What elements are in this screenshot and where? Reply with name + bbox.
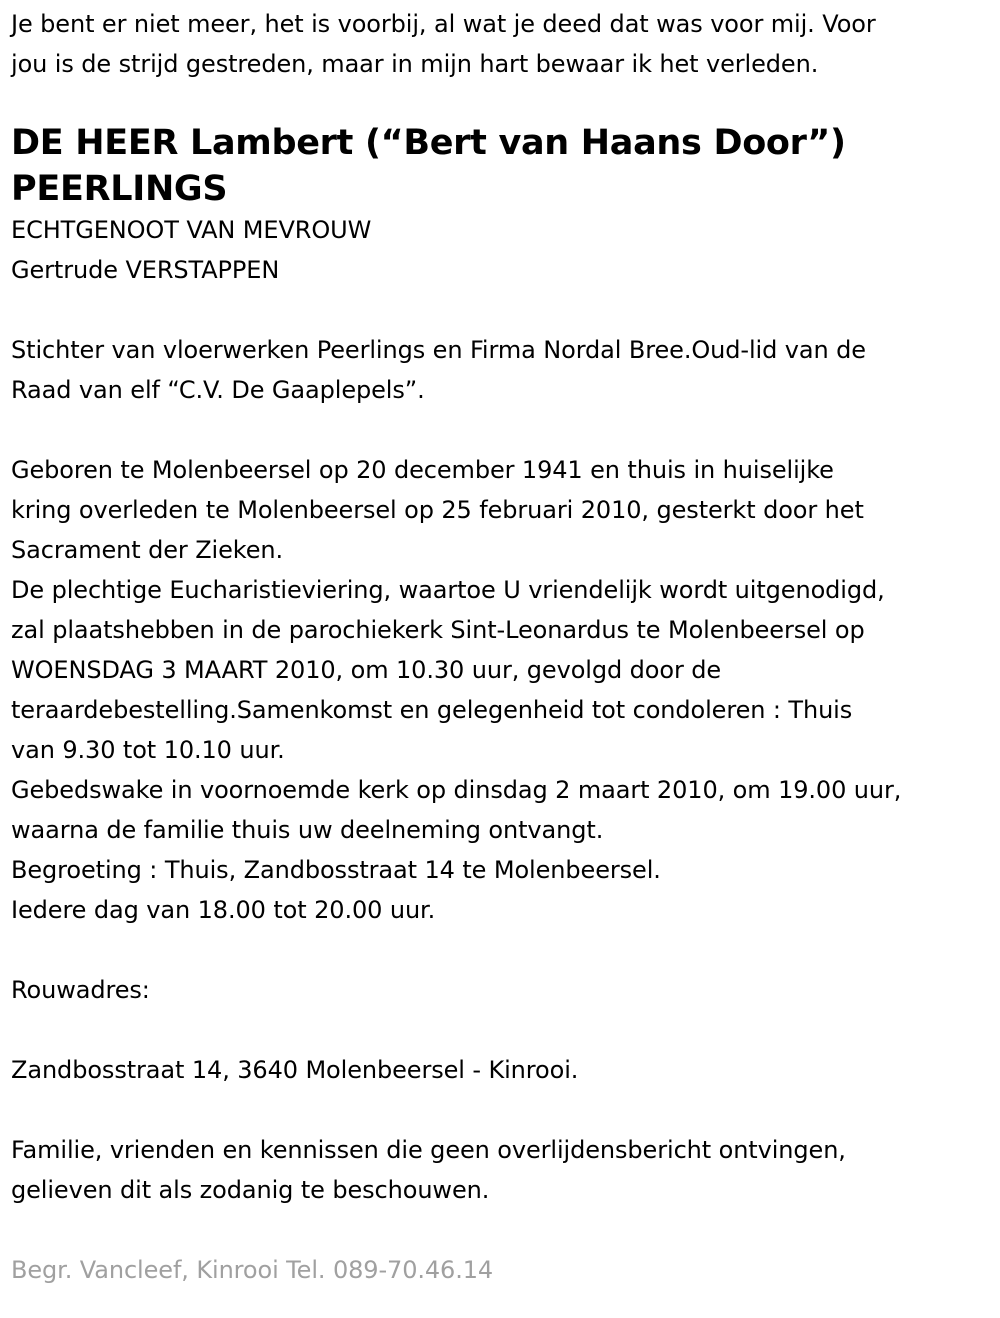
poem-line: jou is de strijd gestreden, maar in mijn hart bewaar ik het verleden. xyxy=(11,50,819,78)
details-line: Gebedswake in voornoemde kerk op dinsdag 2 maart 2010, om 19.00 uur, xyxy=(11,776,902,804)
biography-line: Raad van elf “C.V. De Gaaplepels”. xyxy=(11,376,425,404)
details-line: Geboren te Molenbeersel op 20 december 1941 en thuis in huiselijke xyxy=(11,456,834,484)
details-line: Sacrament der Zieken. xyxy=(11,536,284,564)
details-line: De plechtige Eucharistieviering, waartoe U vriendelijk wordt uitgenodigd, xyxy=(11,576,885,604)
poem-line: Je bent er niet meer, het is voorbij, al wat je deed dat was voor mij. Voor xyxy=(11,10,876,38)
spouse-block xyxy=(11,210,996,290)
family-notice xyxy=(11,1130,996,1210)
deceased-name-line-2: PEERLINGS xyxy=(11,169,228,209)
details-line: teraardebestelling.Samenkomst en gelegenheid tot condoleren : Thuis xyxy=(11,696,853,724)
poem xyxy=(11,4,996,84)
funeral-home-footer: Begr. Vancleef, Kinrooi Tel. 089-70.46.14 xyxy=(11,1256,494,1284)
details-line: Iedere dag van 18.00 tot 20.00 uur. xyxy=(11,896,436,924)
family-notice-line: gelieven dit als zodanig te beschouwen. xyxy=(11,1176,490,1204)
biography-line: Stichter van vloerwerken Peerlings en Firma Nordal Bree.Oud-lid van de xyxy=(11,336,866,364)
mourning-address-label: Rouwadres: xyxy=(11,976,150,1004)
details-line: waarna de familie thuis uw deelneming ontvangt. xyxy=(11,816,604,844)
obituary-notice xyxy=(11,4,996,1290)
funeral-details xyxy=(11,450,996,930)
details-line: zal plaatshebben in de parochiekerk Sint-Leonardus te Molenbeersel op xyxy=(11,616,865,644)
family-notice-line: Familie, vrienden en kennissen die geen overlijdensbericht ontvingen, xyxy=(11,1136,846,1164)
biography xyxy=(11,330,996,410)
details-line: Begroeting : Thuis, Zandbosstraat 14 te Molenbeersel. xyxy=(11,856,661,884)
details-line: WOENSDAG 3 MAART 2010, om 10.30 uur, gevolgd door de xyxy=(11,656,722,684)
details-line: kring overleden te Molenbeersel op 25 februari 2010, gesterkt door het xyxy=(11,496,864,524)
spouse-name: Gertrude VERSTAPPEN xyxy=(11,256,280,284)
spouse-label: ECHTGENOOT VAN MEVROUW xyxy=(11,216,372,244)
details-line: van 9.30 tot 10.10 uur. xyxy=(11,736,285,764)
mourning-address: Zandbosstraat 14, 3640 Molenbeersel - Kinrooi. xyxy=(11,1056,579,1084)
deceased-name xyxy=(11,120,996,212)
deceased-name-line-1: DE HEER Lambert (“Bert van Haans Door”) xyxy=(11,123,846,163)
